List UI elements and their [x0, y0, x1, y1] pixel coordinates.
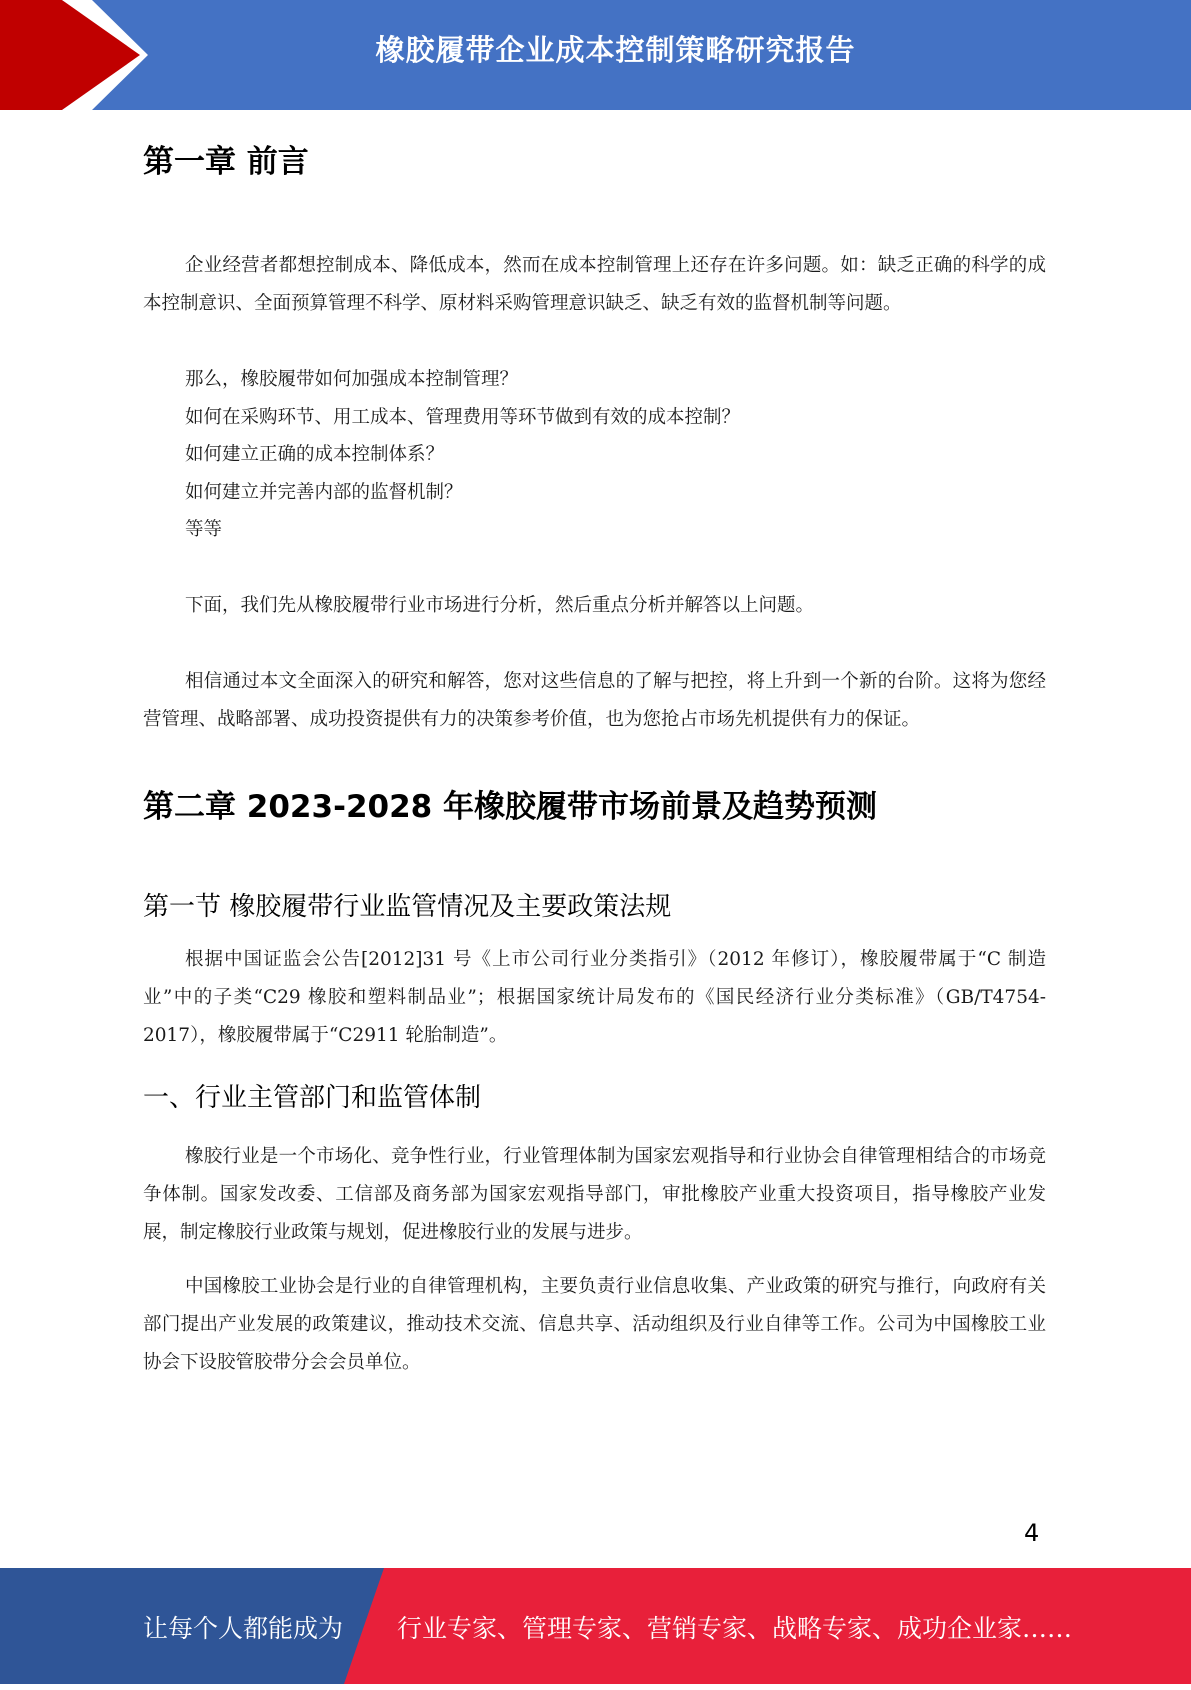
question-item: 等等 — [185, 519, 223, 540]
chapter1-heading: 第一章 前言 — [143, 144, 309, 180]
chapter1-paragraph-3: 相信通过本文全面深入的研究和解答，您对这些信息的了解与把控，将上升到一个新的台阶。这将为您经营管理、战略部署、成功投资提供有力的决策参考价值，也为您抢占市场先机提供有力的保证。 — [143, 670, 1046, 730]
subsection1-paragraph-2: 中国橡胶工业协会是行业的自律管理机构，主要负责行业信息收集、产业政策的研究与推行，向政府有关部门提出产业发展的政策建议，推动技术交流、信息共享、活动组织及行业自律等工作。公司为中国橡胶工业协会下设胶管胶带分会会员单位。 — [143, 1275, 1046, 1373]
section1-paragraph-1: 根据中国证监会公告[2012]31 号《上市公司行业分类指引》（2012 年修订），橡胶履带属于“C 制造业”中的子类“C29 橡胶和塑料制品业”；根据国家统计局发布的《国民经济行业分类标准》（GB/T4754-2017），橡胶履带属于“C2911 轮胎制造”。 — [143, 948, 1046, 1046]
section1-heading: 第一节 橡胶履带行业监管情况及主要政策法规 — [143, 891, 672, 922]
page-header — [0, 0, 1191, 110]
question-list — [143, 361, 1046, 549]
chapter1-paragraph-1: 企业经营者都想控制成本、降低成本，然而在成本控制管理上还存在许多问题。如：缺乏正确的科学的成本控制意识、全面预算管理不科学、原材料采购管理意识缺乏、缺乏有效的监督机制等问题。 — [143, 255, 1046, 314]
subsection1-paragraph-1: 橡胶行业是一个市场化、竞争性行业，行业管理体制为国家宏观指导和行业协会自律管理相结合的市场竞争体制。国家发改委、工信部及商务部为国家宏观指导部门，审批橡胶产业重大投资项目，指导橡胶产业发展，制定橡胶行业政策与规划，促进橡胶行业的发展与进步。 — [143, 1145, 1046, 1243]
page-content — [143, 128, 1046, 1382]
question-item: 那么，橡胶履带如何加强成本控制管理？ — [185, 369, 519, 390]
header-title: 橡胶履带企业成本控制策略研究报告 — [375, 33, 856, 67]
question-item: 如何建立正确的成本控制体系？ — [185, 444, 445, 465]
page-footer — [0, 1568, 1191, 1684]
question-item: 如何建立并完善内部的监督机制？ — [185, 481, 463, 503]
chapter1-paragraph-2: 下面，我们先从橡胶履带行业市场进行分析，然后重点分析并解答以上问题。 — [185, 594, 815, 616]
footer-slogan-left: 让每个人都能成为 — [143, 1614, 344, 1643]
question-item: 如何在采购环节、用工成本、管理费用等环节做到有效的成本控制？ — [185, 406, 741, 428]
chapter2-heading: 第二章 2023-2028 年橡胶履带市场前景及趋势预测 — [143, 788, 878, 825]
footer-slogan-right: 行业专家、管理专家、营销专家、战略专家、成功企业家…… — [397, 1614, 1073, 1643]
subsection1-heading: 一、行业主管部门和监管体制 — [143, 1082, 482, 1113]
page-number: 4 — [1024, 1519, 1040, 1547]
